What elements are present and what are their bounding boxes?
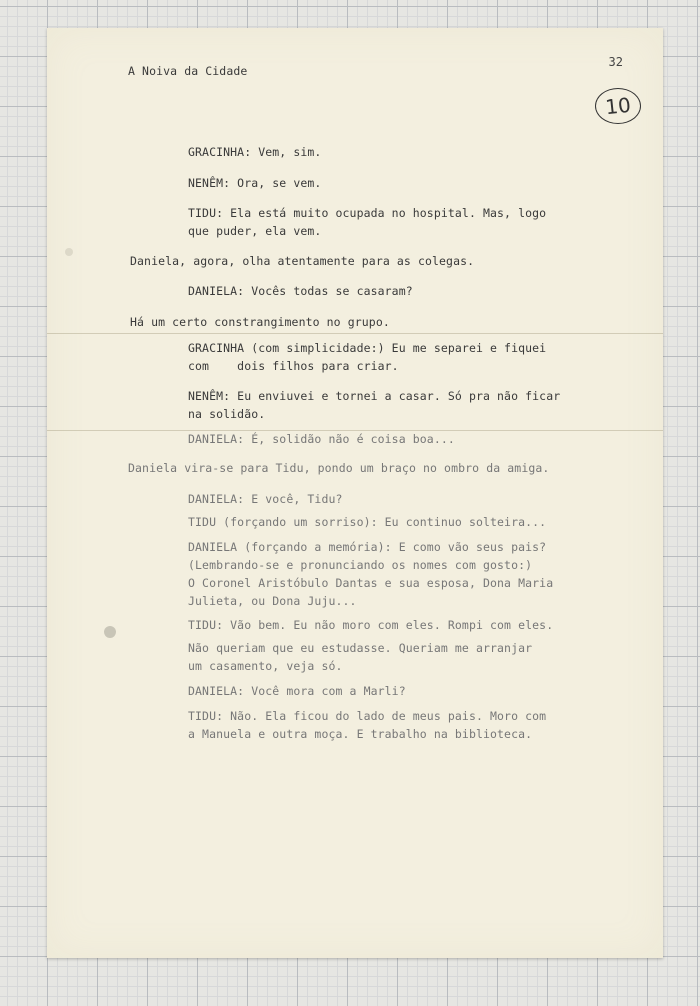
circled-number: 10 — [604, 92, 632, 120]
script-line: um casamento, veja só. — [188, 659, 343, 673]
stage-direction: Há um certo constrangimento no grupo. — [130, 315, 390, 329]
script-line: DANIELA: E você, Tidu? — [188, 492, 343, 506]
script-line: TIDU (forçando um sorriso): Eu continuo solteira... — [188, 515, 547, 529]
stage-direction: Daniela, agora, olha atentamente para as colegas. — [130, 254, 475, 268]
paper-mark — [65, 248, 73, 256]
page-fold — [47, 430, 663, 431]
script-line: na solidão. — [188, 407, 266, 421]
script-line: GRACINHA (com simplicidade:) Eu me separei e fiquei — [188, 341, 547, 355]
script-line: Não queriam que eu estudasse. Queriam me arranjar — [188, 641, 533, 655]
script-line: DANIELA: Você mora com a Marli? — [188, 684, 406, 698]
script-line: O Coronel Aristóbulo Dantas e sua esposa, Dona Maria — [188, 576, 554, 590]
script-line: GRACINHA: Vem, sim. — [188, 145, 322, 159]
page-number: 32 — [608, 55, 623, 69]
ink-smudge — [104, 626, 116, 638]
script-line: NENÊM: Ora, se vem. — [188, 176, 322, 190]
script-line: a Manuela e outra moça. E trabalho na biblioteca. — [188, 727, 533, 741]
stage-direction: Daniela vira-se para Tidu, pondo um braço no ombro da amiga. — [128, 461, 550, 475]
script-line: DANIELA (forçando a memória): E como vão seus pais? — [188, 540, 547, 554]
script-line: Julieta, ou Dona Juju... — [188, 594, 357, 608]
script-line: que puder, ela vem. — [188, 224, 322, 238]
script-line: TIDU: Não. Ela ficou do lado de meus pais. Moro com — [188, 709, 547, 723]
script-line: TIDU: Ela está muito ocupada no hospital. Mas, logo — [188, 206, 547, 220]
script-line: DANIELA: Vocês todas se casaram? — [188, 284, 413, 298]
document-page — [47, 28, 663, 958]
script-line: DANIELA: É, solidão não é coisa boa... — [188, 432, 455, 446]
script-line: TIDU: Vão bem. Eu não moro com eles. Rompi com eles. — [188, 618, 554, 632]
script-line: (Lembrando-se e pronunciando os nomes com gosto:) — [188, 558, 533, 572]
script-line: NENÊM: Eu enviuvei e tornei a casar. Só pra não ficar — [188, 389, 561, 403]
script-line: com dois filhos para criar. — [188, 359, 399, 373]
circled-number-annotation — [595, 88, 641, 124]
document-title: A Noiva da Cidade — [128, 64, 248, 78]
page-fold — [47, 333, 663, 334]
